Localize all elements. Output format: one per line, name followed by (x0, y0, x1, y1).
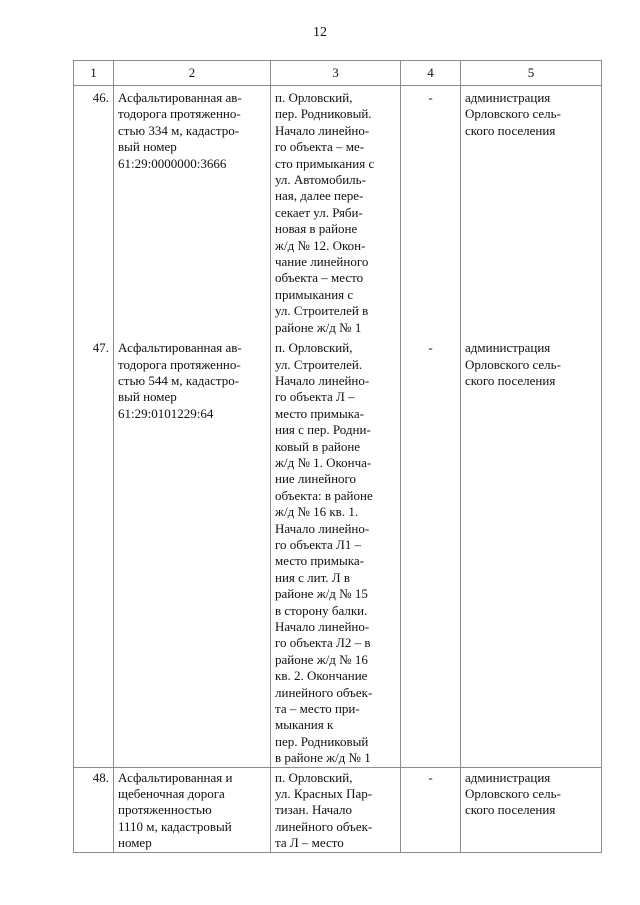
road-owner (461, 336, 602, 767)
road-description-text: Асфальтированная ав- тодорога протяженно- стью 544 м, кадастро- вый номер 61:29:0101229:64 (118, 340, 242, 421)
column-4-value: - (401, 767, 461, 852)
road-owner-text: администрация Орловского сель- ского поселения (465, 340, 561, 388)
road-owner (461, 86, 602, 337)
road-description (114, 336, 271, 767)
road-owner (461, 767, 602, 852)
page-number: 12 (313, 25, 327, 40)
column-header-1: 1 (74, 61, 114, 86)
column-4-value: - (401, 86, 461, 337)
road-description (114, 767, 271, 852)
road-location-text: п. Орловский, пер. Родниковый. Начало линейно- го объекта – ме- сто примыкания с ул. Автомобиль- ная, далее пере- секает ул. Ряби- новая в районе ж/д № 12. Окон- чание линейного объекта – место примыкания с ул. Строителей в районе ж/д № 1 (275, 90, 375, 335)
table-row (74, 336, 602, 767)
column-header-3: 3 (271, 61, 401, 86)
road-registry-table (73, 60, 602, 853)
road-location (271, 86, 401, 337)
road-location-text: п. Орловский, ул. Красных Пар- тизан. Начало линейного объек- та Л – место (275, 769, 373, 851)
column-4-value: - (401, 336, 461, 767)
row-number: 47. (74, 336, 114, 767)
table-row (74, 767, 602, 852)
row-number: 48. (74, 767, 114, 852)
row-number: 46. (74, 86, 114, 337)
column-header-2: 2 (114, 61, 271, 86)
road-description-text: Асфальтированная и щебеночная дорога протяженностью 1110 м, кадастровый номер (118, 769, 233, 851)
road-location (271, 336, 401, 767)
table-header-row (74, 61, 602, 86)
column-header-5: 5 (461, 61, 602, 86)
table-row (74, 86, 602, 337)
road-location (271, 767, 401, 852)
road-owner-text: администрация Орловского сель- ского поселения (465, 90, 561, 138)
road-description (114, 86, 271, 337)
road-owner-text: администрация Орловского сель- ского поселения (465, 769, 561, 818)
column-header-4: 4 (401, 61, 461, 86)
road-description-text: Асфальтированная ав- тодорога протяженно- стью 334 м, кадастро- вый номер 61:29:0000000:3666 (118, 90, 242, 171)
road-location-text: п. Орловский, ул. Строителей. Начало линейно- го объекта Л – место примыка- ния с пер. Родни- ковый в районе ж/д № 1. Оконча- ние линейного объекта: в районе ж/д № 16 кв. 1. Начало линейно- го объекта Л1 – место примыка- ния с лит. Л в районе ж/д № 15 в сторону балки. Начало линейно- го объекта Л2 – в районе ж/д № 16 кв. 2. Окончание линейного объек- та – место при- мыкания к пер. Родниковый в районе ж/д № 1 (275, 340, 373, 766)
